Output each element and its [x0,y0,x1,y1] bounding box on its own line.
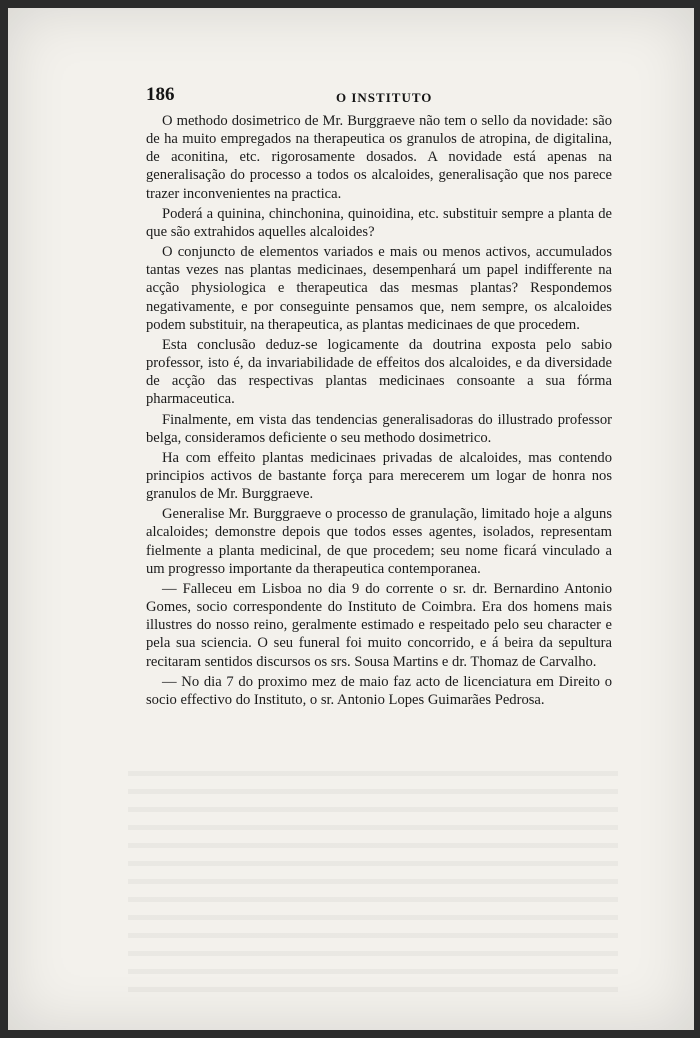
paragraph-conclusion: Esta conclusão deduz-se logicamente da doutrina exposta pelo sabio professor, isto é, da invariabilidade de effeitos dos alcaloides, e da diversidade de acção das respectivas plantas medicinaes consoante a sua fórma pharmaceutica. [146,336,612,408]
running-title: O INSTITUTO [336,90,433,105]
body-text [146,112,612,709]
show-through-text [128,758,618,998]
paragraph-licentiate: — No dia 7 do proximo mez de maio faz acto de licenciatura em Direito o socio effectivo do Instituto, o sr. Antonio Lopes Guimarães Pedrosa. [146,673,612,708]
paragraph-dosimetric-method: O methodo dosimetrico de Mr. Burggraeve não tem o sello da novidade: são de ha muito empregados na therapeutica os granulos de atropina, de digitalina, de aconitina, etc. rigorosamente dosados. A novidade está apenas na generalisação do processo a todos os alcaloides, generalisação que nos parece trazer inconvenientes na practica. [146,113,612,202]
page-header [140,78,610,108]
paragraph-quinine-question: Poderá a quinina, chinchonina, quinoidina, etc. substituir sempre a planta de que são extrahidos aquelles alcaloides? [146,205,612,240]
paragraph-finally: Finalmente, em vista das tendencias generalisadoras do illustrado professor belga, consideramos deficiente o seu methodo dosimetrico. [146,411,612,446]
page-number: 186 [146,84,175,105]
book-page [8,8,694,1030]
paragraph-obituary: — Falleceu em Lisboa no dia 9 do corrente o sr. dr. Bernardino Antonio Gomes, socio correspondente do Instituto de Coimbra. Era dos homens mais illustres do nosso reino, geralmente estimado e respeitado pelo seu character e pela sua sciencia. O seu funeral foi muito concorrido, e á beira da sepultura recitaram sentidos discursos os srs. Sousa Martins e dr. Thomaz de Carvalho. [146,580,612,670]
paragraph-active-elements: O conjuncto de elementos variados e mais ou menos activos, accumulados tantas vezes nas plantas medicinaes, desempenhará um papel indifferente na acção physiologica e therapeutica das mesmas plantas? Respondemos negativamente, e por conseguinte pensamos que, nem sempre, os alcaloides podem substituir, na therapeutica, as plantas medicinaes de que procedem. [146,244,612,333]
paragraph-generalise-granulation: Generalise Mr. Burggraeve o processo de granulação, limitado hoje a alguns alcaloides; demonstre depois que todos esses agentes, isolados, representam fielmente a planta medicinal, de que procedem; seu nome ficará vinculado a um progresso importante da therapeutica contemporanea. [146,506,612,577]
paragraph-plants-without-alkaloids: Ha com effeito plantas medicinaes privadas de alcaloides, mas contendo principios activos de bastante força para merecerem um logar de honra nos granulos de Mr. Burggraeve. [146,449,612,503]
